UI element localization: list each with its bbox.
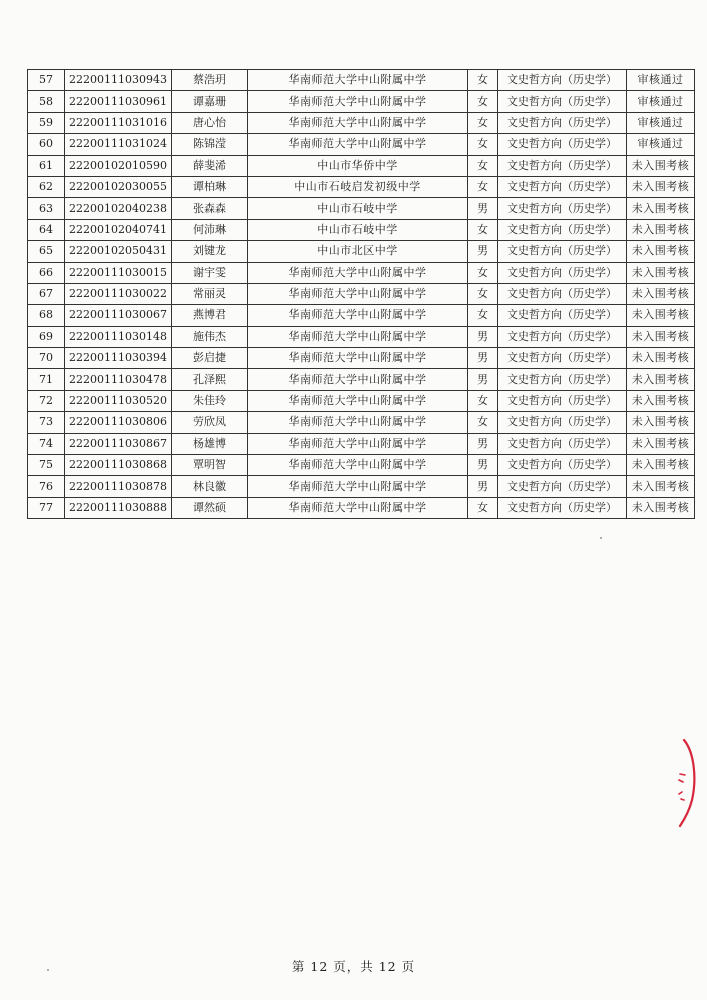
row-number-cell: 62 [28, 176, 65, 197]
gender-cell: 女 [468, 155, 498, 176]
track-cell: 文史哲方向（历史学） [498, 283, 627, 304]
candidate-name-cell: 何沛琳 [172, 219, 248, 240]
gender-cell: 女 [468, 112, 498, 133]
review-status-cell: 审核通过 [627, 134, 695, 155]
row-number-cell: 68 [28, 305, 65, 326]
table-row [28, 326, 695, 347]
candidate-name-cell: 劳欣凤 [172, 412, 248, 433]
candidate-name-cell: 朱佳玲 [172, 390, 248, 411]
review-status-cell: 未入围考核 [627, 390, 695, 411]
track-cell: 文史哲方向（历史学） [498, 433, 627, 454]
table-row [28, 241, 695, 262]
table-row [28, 70, 695, 91]
track-cell: 文史哲方向（历史学） [498, 112, 627, 133]
candidate-name-cell: 谭嘉珊 [172, 91, 248, 112]
school-cell: 华南师范大学中山附属中学 [248, 455, 468, 476]
track-cell: 文史哲方向（历史学） [498, 262, 627, 283]
row-number-cell: 75 [28, 455, 65, 476]
candidate-name-cell: 陈锦滢 [172, 134, 248, 155]
candidate-id-cell: 22200111030067 [65, 305, 172, 326]
candidate-name-cell: 覃明智 [172, 455, 248, 476]
row-number-cell: 58 [28, 91, 65, 112]
school-cell: 中山市华侨中学 [248, 155, 468, 176]
gender-cell: 男 [468, 369, 498, 390]
candidate-id-cell: 22200111031024 [65, 134, 172, 155]
review-status-cell: 审核通过 [627, 91, 695, 112]
table-row [28, 455, 695, 476]
candidate-id-cell: 22200111030520 [65, 390, 172, 411]
row-number-cell: 65 [28, 241, 65, 262]
track-cell: 文史哲方向（历史学） [498, 134, 627, 155]
track-cell: 文史哲方向（历史学） [498, 219, 627, 240]
school-cell: 华南师范大学中山附属中学 [248, 497, 468, 518]
candidate-name-cell: 谭然硕 [172, 497, 248, 518]
review-status-cell: 审核通过 [627, 112, 695, 133]
candidate-name-cell: 蔡浩玥 [172, 70, 248, 91]
school-cell: 华南师范大学中山附属中学 [248, 283, 468, 304]
table-row [28, 348, 695, 369]
candidate-id-cell: 22200111030943 [65, 70, 172, 91]
gender-cell: 女 [468, 390, 498, 411]
row-number-cell: 77 [28, 497, 65, 518]
gender-cell: 女 [468, 412, 498, 433]
table-row [28, 91, 695, 112]
table-row [28, 369, 695, 390]
gender-cell: 男 [468, 348, 498, 369]
candidate-id-cell: 22200111030148 [65, 326, 172, 347]
review-status-cell: 未入围考核 [627, 198, 695, 219]
review-status-cell: 未入围考核 [627, 155, 695, 176]
track-cell: 文史哲方向（历史学） [498, 455, 627, 476]
school-cell: 中山市北区中学 [248, 241, 468, 262]
school-cell: 中山市石岐中学 [248, 198, 468, 219]
review-status-cell: 未入围考核 [627, 262, 695, 283]
table-row [28, 262, 695, 283]
school-cell: 华南师范大学中山附属中学 [248, 305, 468, 326]
candidate-id-cell: 22200111030478 [65, 369, 172, 390]
table-row [28, 219, 695, 240]
row-number-cell: 59 [28, 112, 65, 133]
table-row [28, 497, 695, 518]
table-row [28, 305, 695, 326]
row-number-cell: 73 [28, 412, 65, 433]
candidate-id-cell: 22200111030888 [65, 497, 172, 518]
candidate-id-cell: 22200111030015 [65, 262, 172, 283]
table-row [28, 412, 695, 433]
row-number-cell: 71 [28, 369, 65, 390]
gender-cell: 男 [468, 433, 498, 454]
candidate-id-cell: 22200111030868 [65, 455, 172, 476]
track-cell: 文史哲方向（历史学） [498, 390, 627, 411]
review-status-cell: 未入围考核 [627, 412, 695, 433]
row-number-cell: 60 [28, 134, 65, 155]
row-number-cell: 69 [28, 326, 65, 347]
review-status-cell: 未入围考核 [627, 283, 695, 304]
track-cell: 文史哲方向（历史学） [498, 176, 627, 197]
candidate-id-cell: 22200102030055 [65, 176, 172, 197]
school-cell: 华南师范大学中山附属中学 [248, 390, 468, 411]
candidate-name-cell: 施伟杰 [172, 326, 248, 347]
gender-cell: 男 [468, 241, 498, 262]
school-cell: 华南师范大学中山附属中学 [248, 134, 468, 155]
track-cell: 文史哲方向（历史学） [498, 348, 627, 369]
candidate-id-cell: 22200111031016 [65, 112, 172, 133]
school-cell: 中山市石岐启发初级中学 [248, 176, 468, 197]
gender-cell: 女 [468, 91, 498, 112]
row-number-cell: 66 [28, 262, 65, 283]
row-number-cell: 72 [28, 390, 65, 411]
track-cell: 文史哲方向（历史学） [498, 70, 627, 91]
row-number-cell: 74 [28, 433, 65, 454]
candidate-name-cell: 孔泽熙 [172, 369, 248, 390]
gender-cell: 女 [468, 70, 498, 91]
school-cell: 华南师范大学中山附属中学 [248, 326, 468, 347]
review-status-cell: 未入围考核 [627, 219, 695, 240]
track-cell: 文史哲方向（历史学） [498, 155, 627, 176]
candidate-id-cell: 22200102040741 [65, 219, 172, 240]
candidate-id-cell: 22200111030867 [65, 433, 172, 454]
review-status-cell: 未入围考核 [627, 241, 695, 262]
candidate-id-cell: 22200111030878 [65, 476, 172, 497]
table-row [28, 283, 695, 304]
track-cell: 文史哲方向（历史学） [498, 369, 627, 390]
track-cell: 文史哲方向（历史学） [498, 241, 627, 262]
gender-cell: 女 [468, 219, 498, 240]
candidate-id-cell: 22200102050431 [65, 241, 172, 262]
track-cell: 文史哲方向（历史学） [498, 91, 627, 112]
gender-cell: 女 [468, 176, 498, 197]
candidate-name-cell: 燕博君 [172, 305, 248, 326]
candidate-name-cell: 唐心怡 [172, 112, 248, 133]
candidate-name-cell: 薛斐浠 [172, 155, 248, 176]
table-row [28, 134, 695, 155]
table-row [28, 112, 695, 133]
track-cell: 文史哲方向（历史学） [498, 198, 627, 219]
school-cell: 华南师范大学中山附属中学 [248, 262, 468, 283]
row-number-cell: 61 [28, 155, 65, 176]
school-cell: 华南师范大学中山附属中学 [248, 433, 468, 454]
seal-edge-mark [670, 738, 700, 828]
review-status-cell: 未入围考核 [627, 176, 695, 197]
gender-cell: 男 [468, 455, 498, 476]
candidate-name-cell: 谭柏琳 [172, 176, 248, 197]
review-status-cell: 未入围考核 [627, 369, 695, 390]
track-cell: 文史哲方向（历史学） [498, 305, 627, 326]
gender-cell: 女 [468, 497, 498, 518]
school-cell: 中山市石岐中学 [248, 219, 468, 240]
school-cell: 华南师范大学中山附属中学 [248, 91, 468, 112]
gender-cell: 女 [468, 305, 498, 326]
gender-cell: 男 [468, 326, 498, 347]
candidate-name-cell: 杨雄博 [172, 433, 248, 454]
row-number-cell: 57 [28, 70, 65, 91]
roster-table [27, 69, 695, 519]
table-row [28, 155, 695, 176]
candidate-name-cell: 刘键龙 [172, 241, 248, 262]
candidate-id-cell: 22200111030806 [65, 412, 172, 433]
candidate-name-cell: 谢宇雯 [172, 262, 248, 283]
review-status-cell: 未入围考核 [627, 305, 695, 326]
candidate-name-cell: 张森森 [172, 198, 248, 219]
gender-cell: 女 [468, 134, 498, 155]
table-row [28, 198, 695, 219]
candidate-name-cell: 常丽灵 [172, 283, 248, 304]
gender-cell: 男 [468, 476, 498, 497]
review-status-cell: 未入围考核 [627, 433, 695, 454]
scan-speck [47, 969, 49, 971]
row-number-cell: 76 [28, 476, 65, 497]
candidate-id-cell: 22200102040238 [65, 198, 172, 219]
candidate-id-cell: 22200111030961 [65, 91, 172, 112]
review-status-cell: 未入围考核 [627, 497, 695, 518]
candidate-id-cell: 22200111030022 [65, 283, 172, 304]
review-status-cell: 未入围考核 [627, 326, 695, 347]
track-cell: 文史哲方向（历史学） [498, 497, 627, 518]
roster-table-body [28, 70, 695, 519]
track-cell: 文史哲方向（历史学） [498, 476, 627, 497]
gender-cell: 女 [468, 262, 498, 283]
review-status-cell: 未入围考核 [627, 455, 695, 476]
gender-cell: 男 [468, 198, 498, 219]
table-row [28, 433, 695, 454]
row-number-cell: 70 [28, 348, 65, 369]
candidate-name-cell: 彭启捷 [172, 348, 248, 369]
candidate-name-cell: 林良徽 [172, 476, 248, 497]
table-row [28, 390, 695, 411]
school-cell: 华南师范大学中山附属中学 [248, 70, 468, 91]
track-cell: 文史哲方向（历史学） [498, 412, 627, 433]
table-row [28, 476, 695, 497]
school-cell: 华南师范大学中山附属中学 [248, 412, 468, 433]
row-number-cell: 67 [28, 283, 65, 304]
school-cell: 华南师范大学中山附属中学 [248, 369, 468, 390]
review-status-cell: 未入围考核 [627, 348, 695, 369]
scan-speck [600, 537, 602, 539]
row-number-cell: 64 [28, 219, 65, 240]
candidate-id-cell: 22200111030394 [65, 348, 172, 369]
school-cell: 华南师范大学中山附属中学 [248, 476, 468, 497]
row-number-cell: 63 [28, 198, 65, 219]
gender-cell: 女 [468, 283, 498, 304]
candidate-id-cell: 22200102010590 [65, 155, 172, 176]
review-status-cell: 未入围考核 [627, 476, 695, 497]
page-number: 第 12 页，共 12 页 [291, 959, 416, 974]
review-status-cell: 审核通过 [627, 70, 695, 91]
track-cell: 文史哲方向（历史学） [498, 326, 627, 347]
school-cell: 华南师范大学中山附属中学 [248, 112, 468, 133]
school-cell: 华南师范大学中山附属中学 [248, 348, 468, 369]
table-row [28, 176, 695, 197]
